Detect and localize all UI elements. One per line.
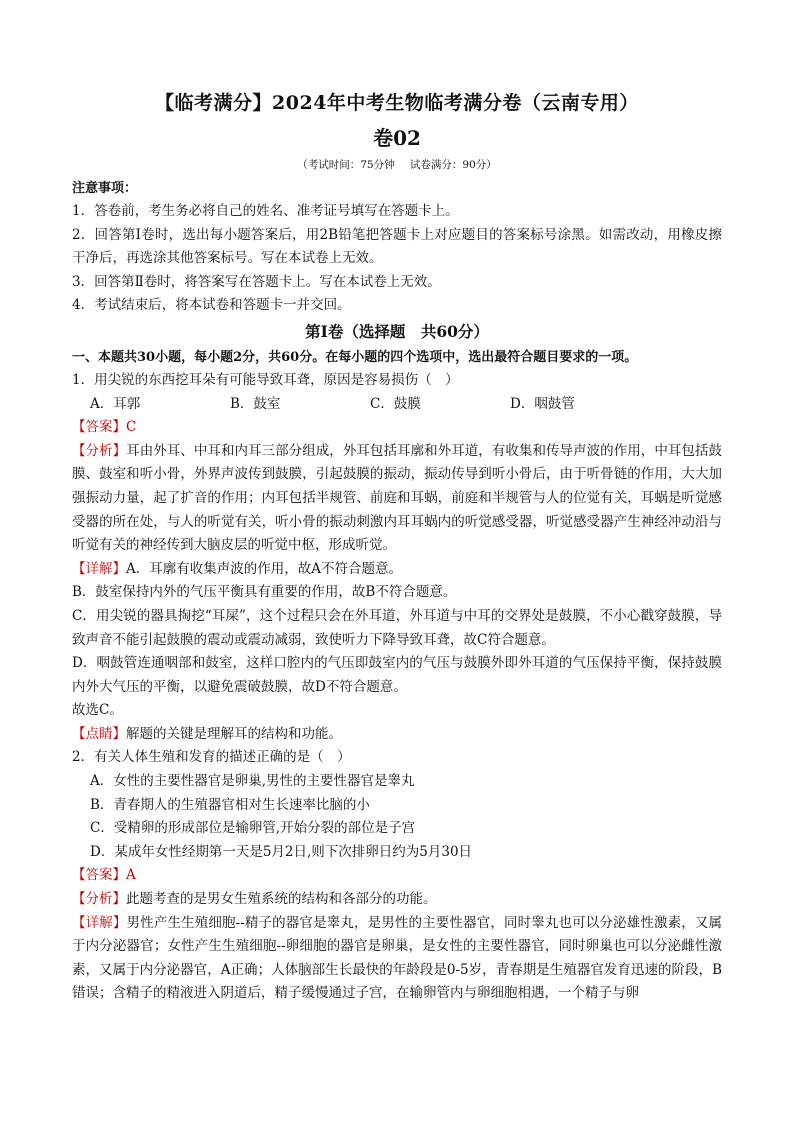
q1-detail (72, 558, 722, 582)
q2-option: B．青春期人的生殖器官相对生长速率比脑的小 (90, 796, 370, 813)
q1-detail-d: D．咽鼓管连通咽部和鼓室，这样口腔内的气压即鼓室内的气压与鼓膜外即外耳道的气压保持平衡，保持鼓膜内外大气压的平衡，以避免震破鼓膜，故D不符合题意。 (72, 655, 722, 695)
q2-analysis (72, 888, 722, 912)
note-item: 4．考试结束后，将本试卷和答题卡一并交回。 (72, 297, 351, 314)
q1-detail-b: B．鼓室保持内外的气压平衡具有重要的作用，故B不符合题意。 (72, 584, 457, 601)
analysis-tag: 【分析】 (72, 891, 126, 908)
doc-subtitle: 卷02 (373, 126, 421, 150)
q1-options (72, 393, 722, 417)
exam-score: 试卷满分：90分） (409, 159, 497, 171)
note-item: 2．回答第Ⅰ卷时，选出每小题答案后，用2B铅笔把答题卡上对应题目的答案标号涂黑。如需改动，用橡皮擦干净后，再选涂其他答案标号。写在本试卷上无效。 (72, 226, 722, 267)
q1-analysis (72, 440, 722, 558)
answer-tag: 【答案】 (72, 419, 126, 436)
notes-heading: 注意事项： (72, 181, 138, 196)
q1-conclusion: 故选C。 (72, 702, 123, 719)
q1-option: D．咽鼓管 (510, 395, 575, 412)
comment-text: 解题的关键是理解耳的结构和功能。 (126, 725, 342, 742)
q2-option: C．受精卵的形成部位是输卵管,开始分裂的部位是子宫 (90, 820, 416, 837)
note-item: 1．答卷前，考生务必将自己的姓名、准考证号填写在答题卡上。 (72, 203, 459, 219)
doc-title: 【临考满分】2024年中考生物临考满分卷（云南专用） (155, 92, 639, 114)
answer-value: C (126, 419, 137, 436)
detail-tag: 【详解】 (72, 914, 127, 931)
answer-value: A (126, 867, 136, 884)
detail-text: A．耳廓有收集声波的作用，故A不符合题意。 (126, 560, 402, 577)
answer-tag: 【答案】 (72, 867, 126, 884)
q1-comment (72, 723, 722, 747)
q1-answer (72, 416, 722, 440)
analysis-text: 此题考查的是男女生殖系统的结构和各部分的功能。 (126, 891, 437, 908)
q1-detail-c: C．用尖锐的器具掏挖“耳屎”，这个过程只会在外耳道，外耳道与中耳的交界处是鼓膜，不小心戳穿鼓膜，导致声音不能引起鼓膜的震动或震动减弱，致使听力下降导致耳聋，故C符合题意。 (72, 607, 722, 648)
section-intro: 一、本题共30小题，每小题2分，共60分。在每小题的四个选项中，选出最符合题目要求的一项。 (72, 349, 638, 365)
note-item: 3．回答第Ⅱ卷时，将答案写在答题卡上。写在本试卷上无效。 (72, 273, 441, 290)
q2-option: D．某成年女性经期第一天是5月2日,则下次排卵日约为5月30日 (90, 843, 473, 860)
exam-info (72, 156, 722, 174)
detail-tag: 【详解】 (72, 560, 126, 577)
analysis-text: 耳由外耳、中耳和内耳三部分组成，外耳包括耳廓和外耳道，有收集和传导声波的作用，中耳包括鼓膜、鼓室和听小骨，外界声波传到鼓膜，引起鼓膜的振动，振动传导到听小骨后，由于听骨链的作用，大大加强振动力量，起了扩音的作用；内耳包括半规管、前庭和耳蜗，前庭和半规管与人的位觉有关，耳蜗是听觉感受器的所在处，与人的听觉有关，听小骨的振动刺激内耳耳蜗内的听觉感受器，听觉感受器产生神经冲动沿与听觉有关的神经传到大脑皮层的听觉中枢，形成听觉。 (72, 442, 723, 554)
comment-tag: 【点睛】 (72, 725, 126, 742)
analysis-tag: 【分析】 (72, 442, 127, 459)
q1-option: C．鼓膜 (370, 395, 421, 412)
q1-stem: 1．用尖锐的东西挖耳朵有可能导致耳聋，原因是容易损伤（ ） (72, 371, 459, 388)
q2-detail (72, 912, 722, 1006)
q2-option: A．女性的主要性器官是卵巢,男性的主要性器官是睾丸 (90, 773, 415, 790)
q2-answer (72, 864, 722, 888)
section-title: 第Ⅰ卷（选择题 共60分） (305, 321, 489, 341)
document-page (72, 86, 722, 1006)
detail-text: 男性产生生殖细胞--精子的器官是睾丸，是男性的主要性器官，同时睾丸也可以分泌雄性激素，又属于内分泌器官；女性产生生殖细胞--卵细胞的器官是卵巢，是女性的主要性器官，同时卵巢也可以分泌雌性激素，又属于内分泌器官，A正确；人体脑部生长最快的年龄段是0-5岁，青春期是生殖器官发育迅速的阶段，B错误；含精子的精液进入阴道后，精子缓慢通过子宫，在输卵管内与卵细胞相遇，一个精子与卵 (72, 914, 723, 1002)
exam-time: （考试时间：75分钟 (297, 159, 395, 171)
q2-stem: 2．有关人体生殖和发育的描述正确的是（ ） (72, 749, 351, 766)
q1-option: A．耳郭 (90, 395, 141, 412)
q1-option: B．鼓室 (230, 395, 281, 412)
